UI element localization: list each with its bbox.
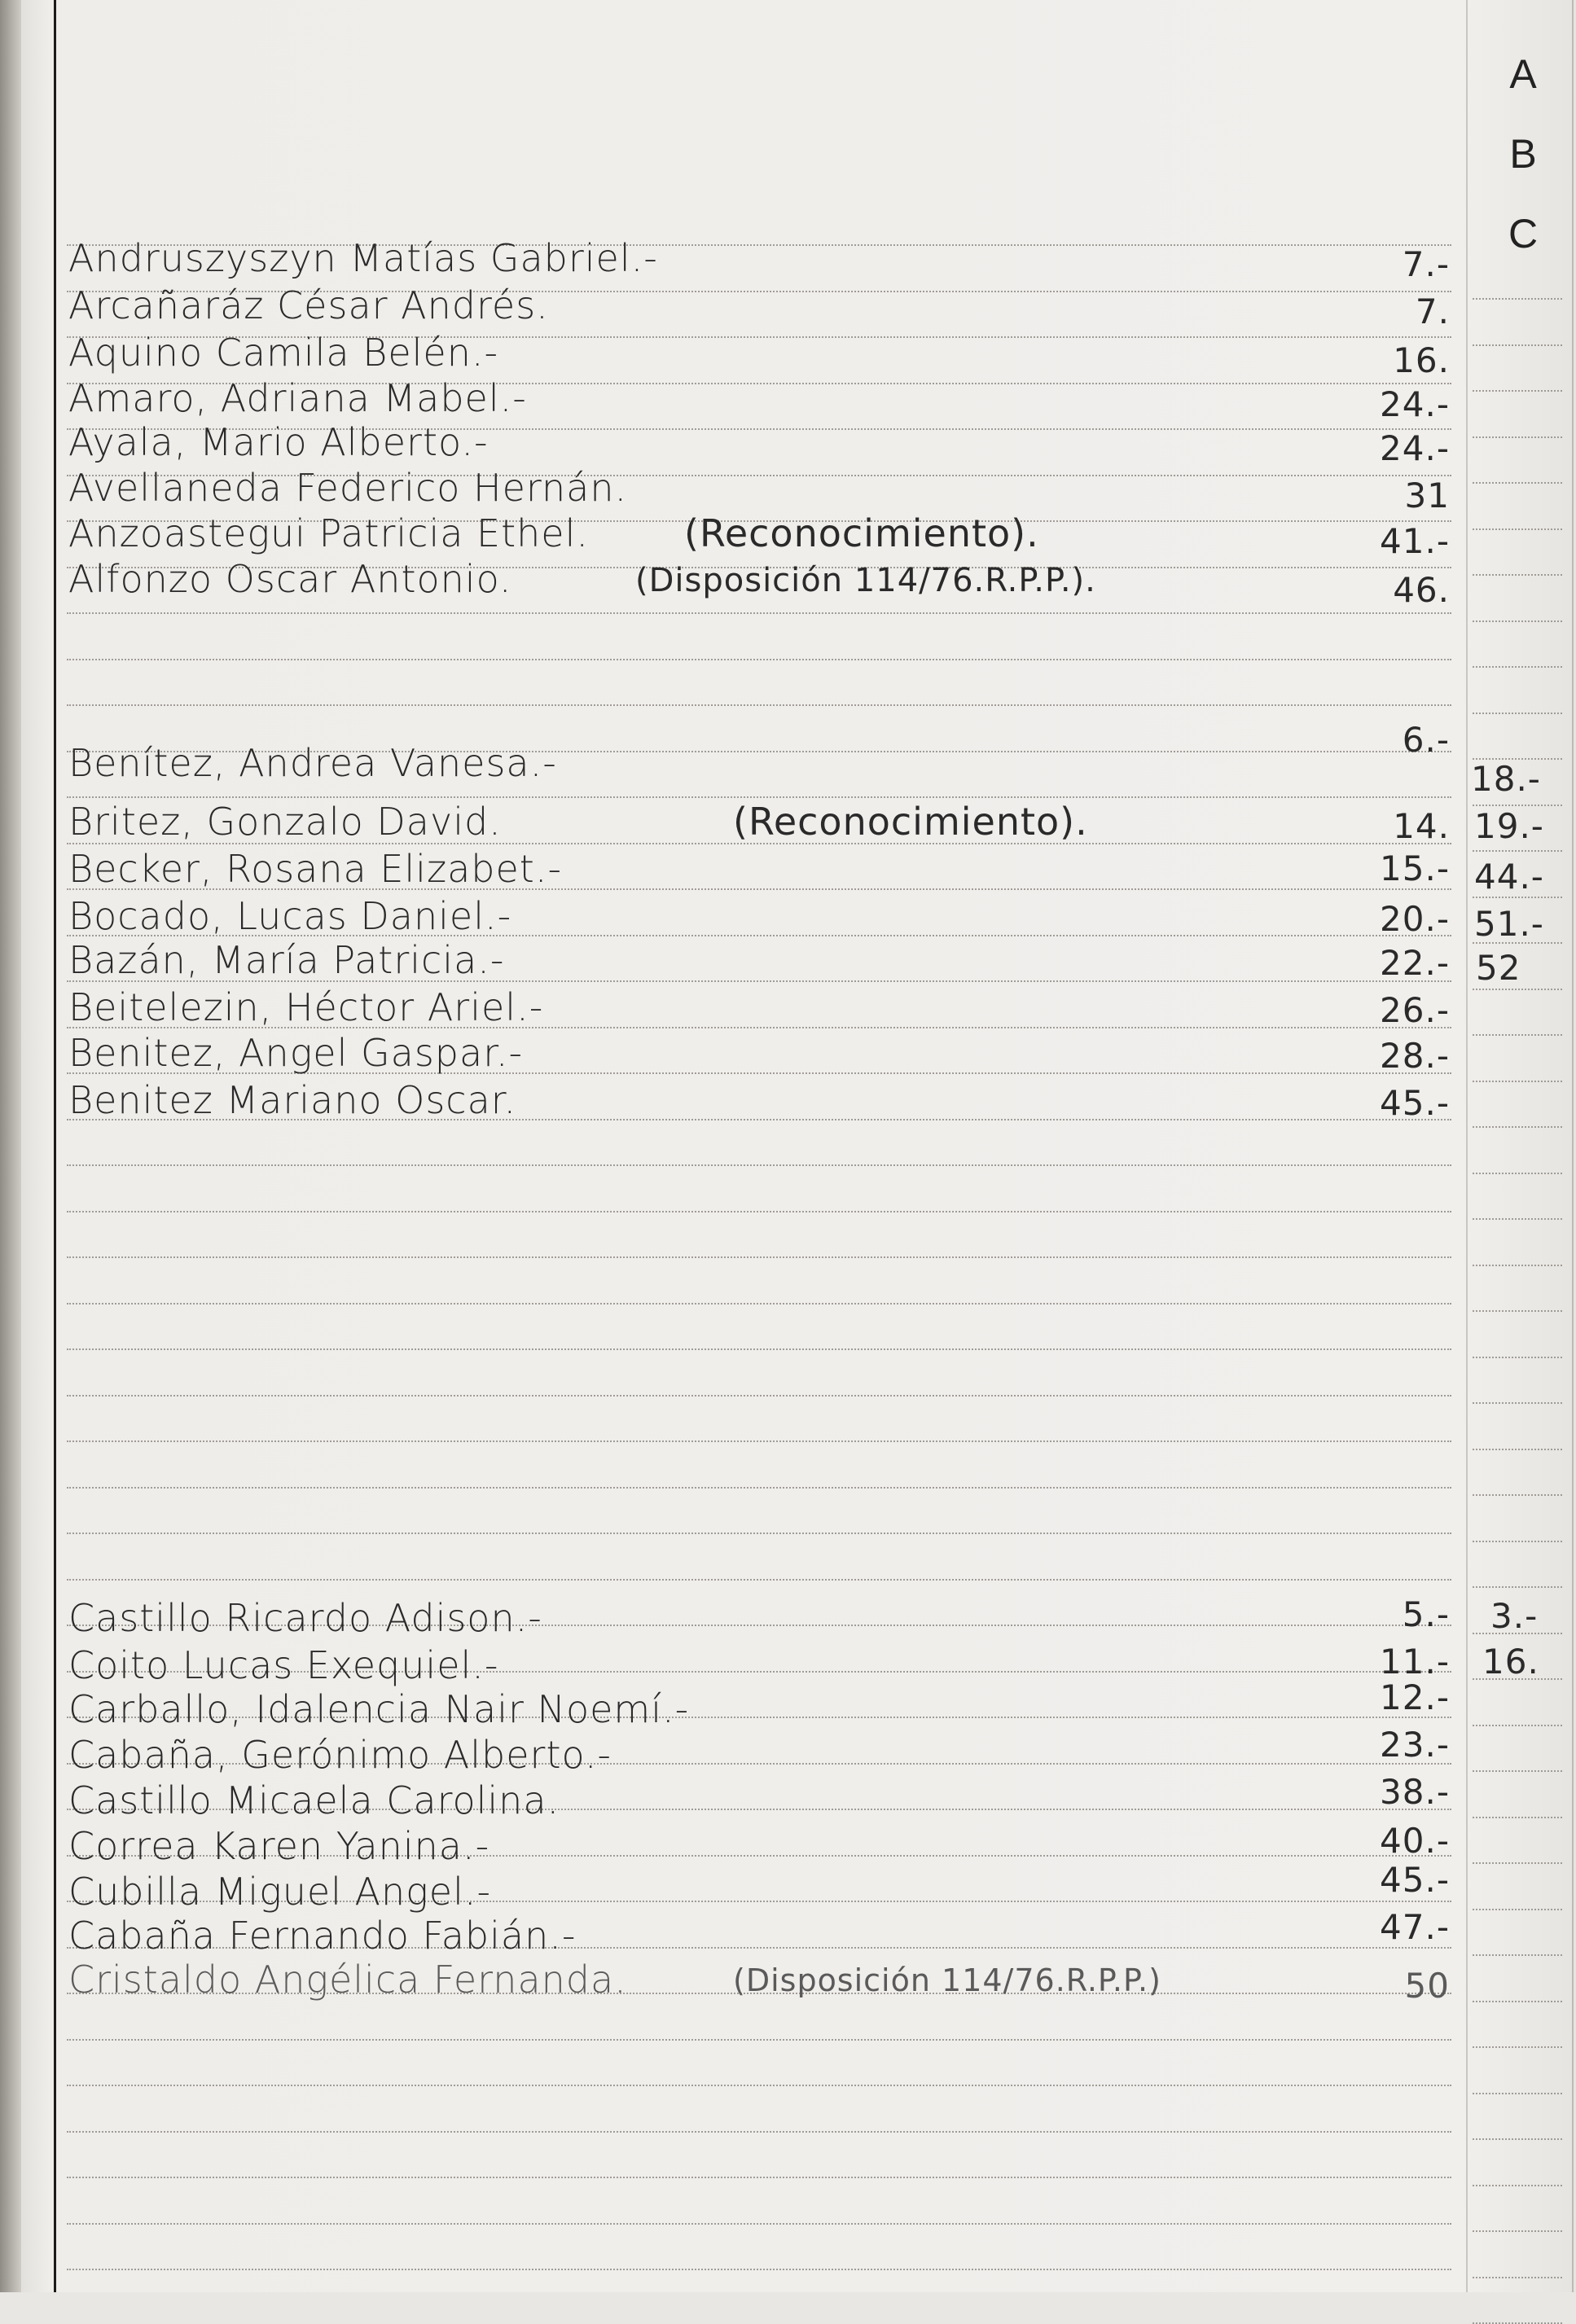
ruled-line	[67, 2177, 1451, 2178]
tab-c[interactable]: C	[1508, 211, 1539, 257]
entry-name: Becker, Rosana Elizabet.-	[68, 847, 563, 891]
entry-name: Andruszyszyn Matías Gabriel.-	[68, 236, 658, 280]
ruled-line-index	[1473, 713, 1562, 714]
entry-name: Benitez, Angel Gaspar.-	[68, 1031, 524, 1075]
entry-page: 12.-	[1380, 1677, 1450, 1717]
ruled-line	[67, 1211, 1451, 1212]
entry-name: Castillo Ricardo Adison.-	[68, 1596, 542, 1640]
ruled-line-index	[1473, 666, 1562, 668]
ruled-line-index	[1473, 390, 1562, 392]
margin-line	[54, 0, 56, 2292]
ruled-line-index	[1473, 2185, 1562, 2186]
entry-page: 20.-	[1380, 899, 1450, 939]
ruled-line-index	[1473, 482, 1562, 484]
ruled-line	[67, 704, 1451, 706]
entry-page-secondary: 18.-	[1471, 759, 1541, 799]
entry-page: 28.-	[1380, 1036, 1450, 1076]
entry-page: 23.-	[1380, 1725, 1450, 1765]
entry-name: Britez, Gonzalo David.	[68, 800, 502, 844]
entry-name: Carballo, Idalencia Nair Noemí.-	[68, 1687, 690, 1731]
entry-page-secondary: 19.-	[1474, 806, 1544, 846]
tab-b[interactable]: B	[1509, 131, 1537, 177]
entry-page-secondary: 52	[1476, 948, 1521, 988]
ruled-line	[67, 1487, 1451, 1489]
entry-name: Bazán, María Patricia.-	[68, 938, 505, 982]
ruled-line-index	[1473, 897, 1562, 898]
ruled-line-index	[1473, 528, 1562, 530]
entry-name: Bocado, Lucas Daniel.-	[68, 894, 512, 938]
ruled-line	[67, 796, 1451, 798]
ruled-line	[67, 1579, 1451, 1581]
tab-a[interactable]: A	[1509, 51, 1537, 97]
ruled-line-index	[1473, 2001, 1562, 2002]
entry-page: 24.-	[1380, 384, 1450, 424]
entry-page-secondary: 44.-	[1474, 857, 1544, 897]
entry-page: 24.-	[1380, 428, 1450, 468]
ruled-line-index	[1473, 1449, 1562, 1450]
ruled-line-index	[1473, 2138, 1562, 2140]
entry-page-secondary: 51.-	[1474, 904, 1544, 944]
entry-name: Coito Lucas Exequiel.-	[68, 1643, 499, 1687]
ruled-line-index	[1473, 1126, 1562, 1128]
entry-name: Benitez Mariano Oscar.	[68, 1078, 517, 1122]
ruled-line-index	[1473, 1954, 1562, 1956]
ruled-line-index	[1473, 1586, 1562, 1588]
ruled-line-index	[1473, 1402, 1562, 1404]
entry-name: Cristaldo Angélica Fernanda.	[68, 1958, 627, 2002]
entry-name: Benítez, Andrea Vanesa.-	[68, 741, 557, 785]
ruled-line-index	[1473, 2046, 1562, 2048]
ruled-line-index	[1473, 850, 1562, 852]
entry-name: Beitelezin, Héctor Ariel.-	[68, 985, 544, 1029]
ruled-line	[67, 2269, 1451, 2270]
entry-page: 14.	[1393, 806, 1450, 846]
entry-note: (Reconocimiento).	[733, 800, 1088, 844]
entry-page: 38.-	[1380, 1772, 1450, 1812]
entry-page: 45.-	[1380, 1083, 1450, 1123]
entry-page: 5.-	[1402, 1594, 1450, 1634]
ruled-line-index	[1473, 1173, 1562, 1174]
ruled-line-index	[1473, 1265, 1562, 1266]
ruled-line	[67, 1395, 1451, 1397]
index-column-border	[1466, 0, 1468, 2292]
entry-page-secondary: 16.	[1482, 1642, 1539, 1682]
ruled-line	[67, 659, 1451, 660]
entry-name: Cubilla Miguel Angel.-	[68, 1870, 492, 1914]
entry-note: (Disposición 114/76.R.P.P.).	[635, 562, 1096, 599]
ruled-line-index	[1473, 620, 1562, 622]
page-edge	[1572, 0, 1574, 2292]
entry-name: Correa Karen Yanina.-	[68, 1824, 490, 1868]
ruled-line-index	[1473, 1909, 1562, 1910]
ruled-line-index	[1473, 2230, 1562, 2232]
entry-page: 50	[1404, 1966, 1450, 2006]
ruled-line	[67, 1440, 1451, 1442]
entry-name: Amaro, Adriana Mabel.-	[68, 376, 527, 420]
entry-name: Cabaña Fernando Fabián.-	[68, 1914, 577, 1958]
entry-page: 22.-	[1380, 943, 1450, 983]
ruled-line-index	[1473, 989, 1562, 990]
ruled-line-index	[1473, 298, 1562, 300]
entry-name: Alfonzo Oscar Antonio.	[68, 557, 512, 601]
ruled-line-index	[1473, 1817, 1562, 1818]
ruled-line	[67, 1533, 1451, 1534]
entry-name: Avellaneda Federico Hernán.	[68, 466, 628, 510]
entry-page: 46.	[1393, 570, 1450, 610]
binding-shadow	[0, 0, 21, 2292]
ruled-line	[67, 1348, 1451, 1350]
ruled-line-index	[1473, 1862, 1562, 1864]
entry-page: 7.-	[1402, 244, 1450, 284]
entry-note: (Disposición 114/76.R.P.P.)	[733, 1962, 1161, 1998]
entry-name: Cabaña, Gerónimo Alberto.-	[68, 1733, 612, 1777]
ruled-line-index	[1473, 1081, 1562, 1082]
ruled-line	[67, 2085, 1451, 2086]
ruled-line-index	[1473, 1218, 1562, 1220]
ruled-line-index	[1473, 1725, 1562, 1726]
ruled-line-index	[1473, 1034, 1562, 1036]
entry-page: 6.-	[1402, 720, 1450, 760]
ruled-line-index	[1473, 1494, 1562, 1496]
ruled-line-index	[1473, 2093, 1562, 2094]
entry-page: 7.	[1415, 292, 1450, 331]
entry-page: 41.-	[1380, 521, 1450, 561]
entry-page: 15.-	[1380, 848, 1450, 888]
ruled-line	[67, 1164, 1451, 1166]
entry-name: Arcañaráz César Andrés.	[68, 283, 549, 327]
ruled-line-index	[1473, 1357, 1562, 1358]
entry-name: Aquino Camila Belén.-	[68, 331, 499, 375]
ruled-line-index	[1473, 2277, 1562, 2278]
entry-page: 26.-	[1380, 990, 1450, 1030]
ruled-line	[67, 2223, 1451, 2225]
entry-page-secondary: 3.-	[1490, 1596, 1539, 1636]
ruled-line-index	[1473, 1310, 1562, 1312]
ruled-line	[67, 2039, 1451, 2041]
entry-page: 47.-	[1380, 1907, 1450, 1947]
ruled-line-index	[1473, 1541, 1562, 1542]
ruled-line-index	[1473, 436, 1562, 438]
entry-note: (Reconocimiento).	[684, 511, 1039, 555]
entry-page: 40.-	[1380, 1821, 1450, 1861]
ruled-line-index	[1473, 1770, 1562, 1772]
entry-name: Anzoastegui Patricia Ethel.	[68, 511, 589, 555]
ruled-line-index	[1473, 574, 1562, 576]
ruled-line	[67, 1303, 1451, 1305]
ruled-line	[67, 612, 1451, 614]
entry-name: Ayala, Mario Alberto.-	[68, 420, 489, 464]
entry-page: 45.-	[1380, 1860, 1450, 1900]
entry-page: 16.	[1393, 340, 1450, 380]
ruled-line	[67, 2131, 1451, 2133]
entry-page: 31	[1404, 476, 1450, 515]
ruled-line-index	[1473, 344, 1562, 346]
entry-name: Castillo Micaela Carolina.	[68, 1778, 560, 1822]
ruled-line	[67, 1256, 1451, 1258]
entry-page: 11.-	[1380, 1642, 1450, 1682]
